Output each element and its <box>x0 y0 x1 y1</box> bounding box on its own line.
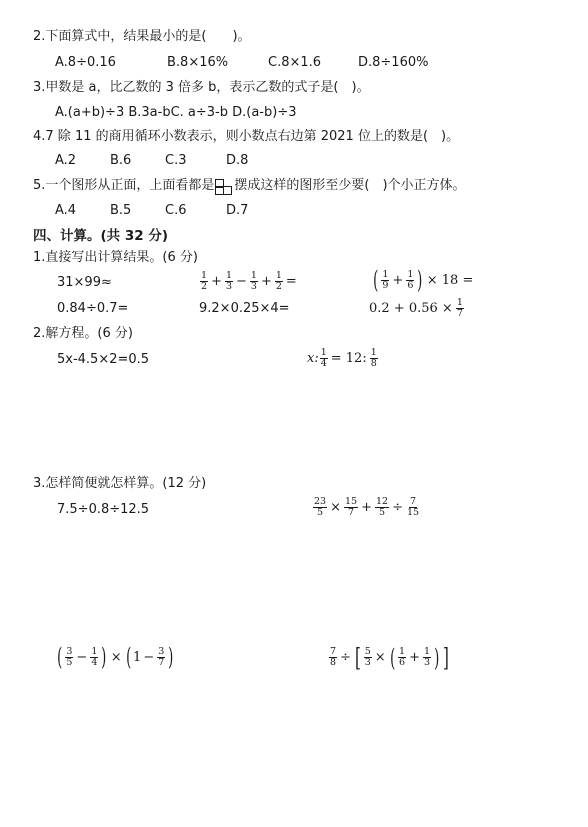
fraction: $\frac{1}{3}$ <box>250 270 257 292</box>
question-4-option-a: A.2 <box>55 153 77 168</box>
question-2-option-b: B.8×16% <box>167 55 229 70</box>
fraction: $\frac{1}{2}$ <box>275 270 282 292</box>
equation-2: x: $\frac{1}{4}$ = 12: $\frac{1}{8}$ <box>307 347 377 369</box>
simplify-1: 7.5÷0.8÷12.5 <box>57 502 150 517</box>
fraction: $\frac{12}{5}$ <box>376 496 389 518</box>
question-4-option-d: D.8 <box>226 153 249 168</box>
question-2-option-c: C.8×1.6 <box>268 55 322 70</box>
calc-1-4: 0.84÷0.7= <box>57 301 129 316</box>
question-5-option-c: C.6 <box>165 203 187 218</box>
question-3-options: A.(a+b)÷3 B.3a-bC. a÷3-b D.(a-b)÷3 <box>55 105 297 120</box>
question-2-option-a: A.8÷0.16 <box>55 55 116 70</box>
fraction: $\frac{1}{6}$ <box>399 646 406 668</box>
fraction: $\frac{1}{3}$ <box>225 270 232 292</box>
calc-1-2: $\frac{1}{2}$ + $\frac{1}{3}$ − $\frac{1}{3}$ + $\frac{1}{2}$ = <box>201 270 297 292</box>
part-2-title: 2.解方程。(6 分) <box>33 326 133 341</box>
equation-1: 5x-4.5×2=0.5 <box>57 352 150 367</box>
calc-1-3: ( $\frac{1}{9}$ + $\frac{1}{6}$ ) × 18 = <box>373 266 474 294</box>
fraction: $\frac{3}{7}$ <box>158 645 165 668</box>
question-3-stem: 3.甲数是 a，比乙数的 3 倍多 b，表示乙数的式子是( )。 <box>33 80 370 95</box>
fraction: $\frac{7}{15}$ <box>407 496 420 518</box>
fraction: $\frac{1}{4}$ <box>320 347 327 369</box>
fraction: $\frac{7}{8}$ <box>330 646 337 668</box>
calc-1-1: 31×99≈ <box>57 275 112 290</box>
question-5-option-a: A.4 <box>55 203 77 218</box>
fraction: $\frac{1}{9}$ <box>382 268 389 291</box>
part-3-title: 3.怎样简便就怎样算。(12 分) <box>33 476 207 491</box>
question-5-option-d: D.7 <box>226 203 249 218</box>
section-4-title: 四、计算。(共 32 分) <box>33 228 169 244</box>
fraction: $\frac{3}{5}$ <box>66 645 73 668</box>
fraction: $\frac{1}{4}$ <box>91 645 98 668</box>
question-5-stem-before: 5.一个图形从正面，上面看都是 <box>33 178 215 193</box>
fraction: $\frac{1}{3}$ <box>424 646 431 668</box>
calc-1-6: 0.2 + 0.56 × $\frac{1}{7}$ <box>369 297 463 319</box>
square-shape <box>223 186 232 195</box>
question-2-stem: 2.下面算式中，结果最小的是( )。 <box>33 29 251 44</box>
fraction: $\frac{1}{6}$ <box>407 268 414 291</box>
fraction: $\frac{15}{7}$ <box>345 496 358 518</box>
question-4-stem: 4.7 除 11 的商用循环小数表示，则小数点右边第 2021 位上的数是( )。 <box>33 129 460 144</box>
question-5-option-b: B.5 <box>110 203 132 218</box>
fraction: $\frac{5}{3}$ <box>364 646 371 668</box>
fraction: $\frac{1}{2}$ <box>201 270 208 292</box>
fraction: $\frac{1}{7}$ <box>456 297 463 319</box>
question-4-option-b: B.6 <box>110 153 132 168</box>
simplify-4: $\frac{7}{8}$ ÷ [ $\frac{5}{3}$ × ( $\frac{1}{6}$ + $\frac{1}{3}$ ) ] <box>330 643 450 672</box>
question-4-option-c: C.3 <box>165 153 187 168</box>
fraction: $\frac{1}{8}$ <box>370 347 377 369</box>
question-2-option-d: D.8÷160% <box>358 55 429 70</box>
three-squares-icon <box>215 179 233 194</box>
fraction: $\frac{23}{5}$ <box>314 496 327 518</box>
calc-1-5: 9.2×0.25×4= <box>199 301 290 316</box>
simplify-3: ( $\frac{3}{5}$ − $\frac{1}{4}$ ) × ( 1 − $\frac{3}{7}$ ) <box>57 643 174 671</box>
part-1-title: 1.直接写出计算结果。(6 分) <box>33 250 198 265</box>
question-5-stem-after: 摆成这样的图形至少要( )个小正方体。 <box>234 178 466 193</box>
simplify-2: $\frac{23}{5}$ × $\frac{15}{7}$ + $\frac{12}{5}$ ÷ $\frac{7}{15}$ <box>314 496 420 518</box>
question-5-stem <box>33 177 466 195</box>
